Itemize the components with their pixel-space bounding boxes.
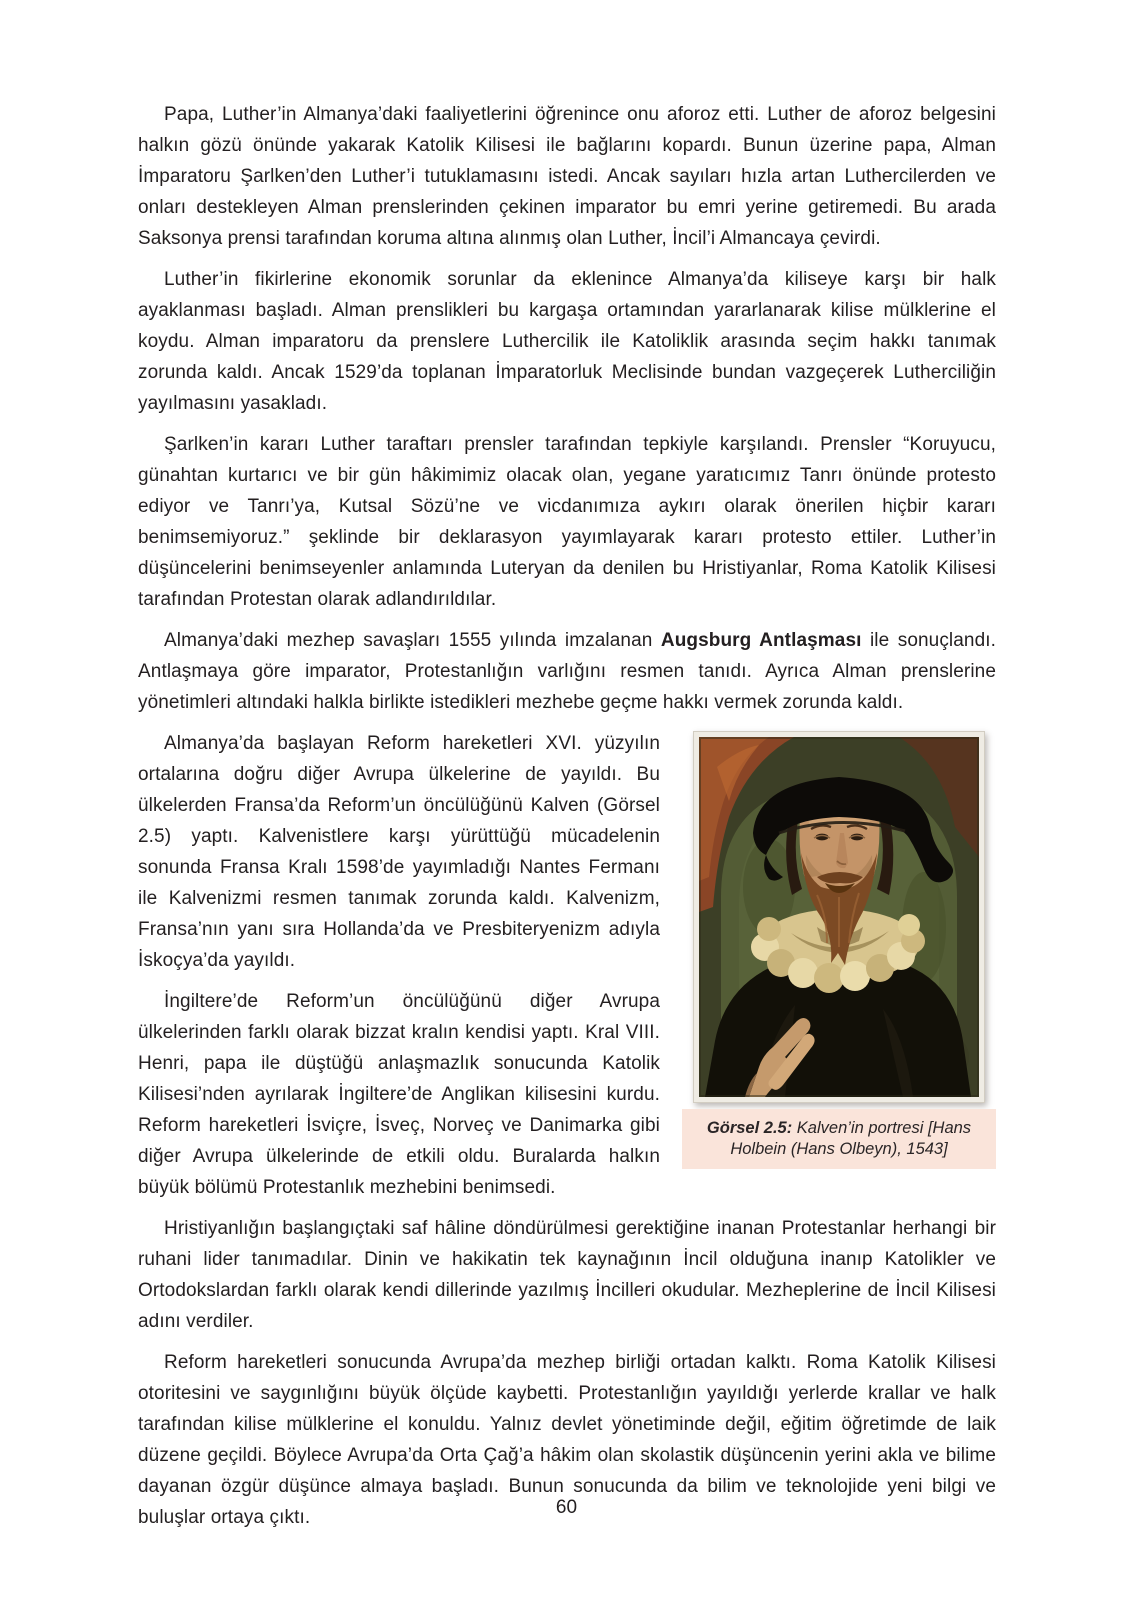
paragraph-3: Şarlken’in kararı Luther taraftarı prensler tarafından tepkiyle karşılandı. Prensler “Koruyucu, günahtan kurtarıcı ve bir gün hâkimimiz olacak olan, yegane yaratıcımız Tanrı önünde protesto ediyor ve Tanrı’ya, Kutsal Sözü’ne ve vicdanımıza aykırı olarak önerilen hiçbir kararı benimsemiyoruz.” şeklinde bir deklarasyon yayımlayarak kararı protesto ettiler. Luther’in düşüncelerini benimseyenler anlamında Luteryan da denilen bu Hristiyanlar, Roma Katolik Kilisesi tarafından Protestan olarak adlandırıldılar. bbox=[138, 434, 996, 610]
figure-caption-label: Görsel 2.5: bbox=[706, 1119, 793, 1137]
paragraph-2: Luther’in fikirlerine ekonomik sorunlar da eklenince Almanya’da kiliseye karşı bir halk ayaklanması başladı. Alman prenslikleri bu kargaşa ortamından yararlanarak kilise mülklerine el koydu. Alman imparatoru da prenslere Luthercilik ile Katoliklik arasında seçim hakkı tanımak zorunda kaldı. Ancak 1529’da toplanan İmparatorluk Meclisinde bundan vazgeçerek Lutherciliğin yayılmasını yasakladı. bbox=[138, 269, 996, 414]
augsburg-bold-term: Augsburg Antlaşması bbox=[660, 630, 862, 651]
page-number: 60 bbox=[555, 1497, 578, 1518]
paragraph-4-text: Almanya’daki mezhep savaşları 1555 yılında imzalanan bbox=[164, 630, 661, 651]
paragraph-7: Hristiyanlığın başlangıçtaki saf hâline döndürülmesi gerektiğine inanan Protestanlar herhangi bir ruhani lider tanımadılar. Dinin ve hakikatin tek kaynağının İncil olduğuna inanıp Katolikler ve Ortodokslardan farklı olarak kendi dillerinde yazılmış İncilleri okudular. Mezheplerine de İncil Kilisesi adını verdiler. bbox=[138, 1218, 996, 1332]
figure-caption bbox=[682, 1109, 996, 1169]
figure-caption-text: Kalven’in portresi [Hans Holbein (Hans Olbeyn), 1543] bbox=[730, 1119, 972, 1158]
calvin-portrait-image bbox=[699, 737, 979, 1097]
paragraph-5: Almanya’da başlayan Reform hareketleri XVI. yüzyılın ortalarına doğru diğer Avrupa ülkelerine de yayıldı. Bu ülkelerden Fransa’da Reform’un öncülüğünü Kalven (Görsel 2.5) yaptı. Kalvenistlere karşı yürüttüğü mücadelenin sonunda Fransa Kralı 1598’de yayımladığı Nantes Fermanı ile Kalvenizmi resmen tanımak zorunda kaldı. Kalvenizm, Fransa’nın yanı sıra Hollanda’da ve Presbiteryenizm adıyla İskoçya’da yayıldı. bbox=[138, 733, 660, 971]
page-content bbox=[138, 99, 996, 1543]
paragraph-4 bbox=[138, 625, 996, 718]
paragraph-6: İngiltere’de Reform’un öncülüğünü diğer Avrupa ülkelerinden farklı olarak bizzat kralın kendisi yaptı. Kral VIII. Henri, papa ile düştüğü anlaşmazlık sonucunda Katolik Kilisesi’nden ayrılarak İngiltere’de Anglikan kilisesini kurdu. Reform hareketleri İsviçre, İsveç, Norveç ve Danimarka gibi diğer Avrupa ülkelerinde de etkili oldu. Buralarda halkın büyük bölümü Protestanlık mezhebini benimsedi. bbox=[138, 991, 660, 1198]
figure-gorsel-2-5 bbox=[682, 731, 996, 1169]
portrait-frame bbox=[693, 731, 985, 1103]
text-with-figure-section bbox=[138, 728, 996, 1213]
paragraph-8: Reform hareketleri sonucunda Avrupa’da mezhep birliği ortadan kalktı. Roma Katolik Kilisesi otoritesini ve saygınlığını büyük ölçüde kaybetti. Protestanlığın yayıldığı yerlerde krallar ve halk tarafından kilise mülklerine el konuldu. Yalnız devlet yönetiminde değil, eğitim öğretimde de laik düzene geçildi. Böylece Avrupa’da Orta Çağ’a hâkim olan skolastik düşüncenin yerini akla ve bilime dayanan özgür düşünce almaya başladı. Bunun sonucunda da bilim ve teknolojide yeni bilgi ve buluşlar ortaya çıktı. bbox=[138, 1352, 996, 1528]
paragraph-1: Papa, Luther’in Almanya’daki faaliyetlerini öğrenince onu aforoz etti. Luther de aforoz belgesini halkın gözü önünde yakarak Katolik Kilisesi ile bağlarını kopardı. Bunun üzerine papa, Alman İmparatoru Şarlken’den Luther’i tutuklamasını istedi. Ancak sayıları hızla artan Luthercilerden ve onları destekleyen Alman prenslerinden çekinen imparator bu emri yerine getiremedi. Bu arada Saksonya prensi tarafından koruma altına alınmış olan Luther, İncil’i Almancaya çevirdi. bbox=[138, 104, 996, 249]
paragraph-4-text-end: ile sonuçlandı. Antlaşmaya göre imparator, Protestanlığın varlığını resmen tanıdı. Ayrıca Alman prenslerine yönetimleri altındaki halkla birlikte istedikleri mezhebe geçme hakkı vermek zorunda kaldı. bbox=[138, 630, 997, 713]
